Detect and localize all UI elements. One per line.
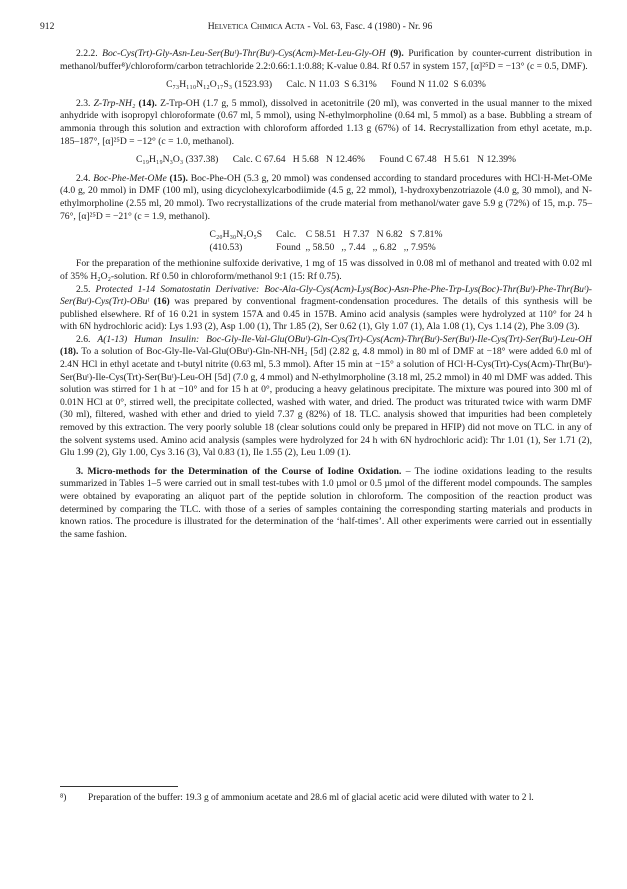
section-2-4-continued: For the preparation of the methionine sulfoxide derivative, 1 mg of 15 was dissolved in 0.08 ml of methanol and treated with 0.02 ml of 35% H₂O₂-solution. Rf 0.50 in chloroform/methanol 9:1 (15: Rf 0.75). [60, 258, 592, 282]
section-title: Boc-Phe-Met-OMe [93, 172, 167, 184]
elemental-analysis-15 [60, 229, 592, 254]
section-number: 2.5. [76, 283, 91, 295]
elemental-analysis-14: C₁₉H₁₉N₃O₃ (337.38) Calc. C 67.64 H 5.68 N 12.46% Found C 67.48 H 5.61 N 12.39% [135, 154, 517, 166]
page-number: 912 [40, 21, 55, 32]
compound-number: (14). [138, 97, 157, 109]
section-2-3 [60, 98, 592, 148]
journal-citation [40, 20, 600, 34]
section-number: 3. [76, 465, 84, 477]
compound-number: (9). [390, 48, 404, 59]
section-text: – The iodine oxidations leading to the results summarized in Tables 1–5 were carried out in small test-tubes with 1.0 µmol or 0.5 µmol of the different model compounds. The samples were obtained by evaporating an aliquot part of the peptide solution in chloroform. The composition of the reaction product was determined by comparing the TLC. with those of a series of samples containing the corresponding starting materials and products in known ratios. The procedure is illustrated for the determination of the ‘half-times’. All other experiments were carried out in essentially the same fashion. [60, 465, 592, 540]
journal-issue: - Vol. 63, Fasc. 4 (1980) - Nr. 96 [307, 21, 433, 32]
section-number: 2.3. [76, 97, 91, 109]
running-header [40, 20, 600, 34]
section-title: Protected 1-14 Somatostatin Derivative: Boc-Ala-Gly-Cys(Acm)-Lys(Boc)-Asn-Phe-Phe-Trp-Lys(Boc)-Thr(Buᵗ)-Phe-Thr(Buᵗ)-Ser(Buᵗ)-Cys(Trt)-OBuᵗ [60, 283, 592, 308]
footnote-rule [60, 786, 178, 787]
footnote-text: Preparation of the buffer: 19.3 g of ammonium acetate and 28.6 ml of glacial acetic acid were diluted with water to 2 l. [88, 793, 534, 803]
section-3 [60, 466, 592, 542]
formula-right: Calc. C 58.51 H 7.37 N 6.82 S 7.81% Found ,, 58.50 ,, 7.44 ,, 6.82 ,, 7.95% [276, 229, 443, 253]
section-number: 2.6. [76, 333, 91, 345]
formula-left: C₂₀H₃₀N₂O₅S (410.53) [209, 229, 263, 253]
section-2-6 [60, 334, 592, 460]
section-2-2-2 [60, 48, 592, 73]
section-text: Boc-Phe-OH (5.3 g, 20 mmol) was condensed according to standard procedures with HCl·H-Met-OMe (4.0 g, 20 mmol) in DMF (100 ml), using dicyclohexylcarbodiimide (4.5 g, 22 mmol), 1-hydroxybenzotriazole (4.0 g, 30 mmol), and N-ethylmorpholine (2.55 ml, 20 mmol). Two recrystallizations of the crude material from methanol/water gave 5.9 g (72%) of 15, m.p. 75–76°, [α]²⁵D = −21° (c = 1.9, methanol). [60, 172, 593, 222]
article-body [60, 48, 592, 541]
section-2-4 [60, 173, 592, 223]
section-number: 2.2.2. [76, 48, 98, 59]
section-2-5 [60, 284, 592, 334]
section-title: Micro-methods for the Determination of the Course of Iodine Oxidation. [87, 465, 402, 477]
section-text: Z-Trp-OH (1.7 g, 5 mmol), dissolved in acetonitrile (20 ml), was converted in the usual manner to the mixed anhydride with isopropyl chloroformate (0.67 ml, 5 mmol), using N-ethylmorpholine (0.64 ml, 5 mmol) as a base. Bubbling a stream of ammonia through this solution and extraction with chloroform afforded 1.13 g (67%) of 14. Recrystallization from ethyl acetate, m.p. 185–187°, [α]²⁵D = −12° (c = 1.0, methanol). [60, 97, 592, 147]
footnote [60, 792, 592, 804]
compound-number: (16) [153, 296, 170, 308]
compound-number: (18). [60, 346, 79, 358]
elemental-analysis-9: C₇₃H₁₁₀N₁₂O₁₇S₃ (1523.93) Calc. N 11.03 S 6.31% Found N 11.02 S 6.03% [166, 79, 486, 91]
section-title: A(1-13) Human Insulin: Boc-Gly-Ile-Val-Glu(OBuᵗ)-Gln-Cys(Trt)-Cys(Acm)-Thr(Buᵗ)-Ser(Buᵗ)-Ile-Cys(Trt)-Ser(Buᵗ)-Leu-OH [97, 333, 592, 345]
compound-number: (15). [169, 172, 188, 184]
journal-name: Helvetica Chimica Acta [207, 21, 305, 32]
section-title: Boc-Cys(Trt)-Gly-Asn-Leu-Ser(Buᵗ)-Thr(Buᵗ)-Cys(Acm)-Met-Leu-Gly-OH [102, 48, 386, 59]
section-text: To a solution of Boc-Gly-Ile-Val-Glu(OBuᵗ)-Gln-NH-NH₂ [5d] (2.82 g, 4.8 mmol) in 80 ml of DMF at −18° were added 6.0 ml of 2.4N HCl in ethyl acetate and t-butyl nitrite (0.63 ml, 5.3 mmol). After 15 min at −15° a solution of HCl·H-Cys(Trt)-Cys(Acm)-Thr(Buᵗ)-Ser(Buᵗ)-Ile-Cys(Trt)-Ser(Buᵗ)-Leu-OH [5d] (7.0 g, 4 mmol) and N-ethylmorpholine (3.18 ml, 25.2 mmol) in 40 ml DMF was added. This solution was stirred for 1 h at −10° and for 15 h at 0°, producing a heavy gelatinous precipitate. The mixture was poured into 300 ml of 0.01N HCl at 0°, stirred well, the precipitate collected, washed with water, and dried. The product was triturated twice with warm DMF (30 ml), filtered, washed with ether and dried to yield 7.37 g (82%) of 18. TLC. analysis showed that impurities had been completely removed by this extraction. The very poorly soluble 18 (clear solutions could only be prepared in HFIP) did not move on TLC. in any of the solvent systems used. Amino acid analysis (samples were hydrolyzed for 24 h with 6N hydrochloric acid): Thr 1.01 (1), Ser 1.71 (2), Glu 1.99 (2), Gly 1.00, Cys 3.16 (3), Val 0.83 (1), Ile 1.55 (2), Leu 1.09 (1). [60, 346, 592, 459]
section-text: was prepared by conventional fragment-condensation procedures. The details of this synthesis will be published elsewhere. Rf of 16 0.21 in system 157A and 0.45 in 157B. Amino acid analysis (samples were hydrolyzed at 110° for 24 h with 6N hydrochloric acid): Lys 1.93 (2), Asp 1.00 (1), Thr 1.85 (2), Ser 0.62 (1), Gly 1.07 (1), Ala 1.08 (1), Cys 1.14 (2), Phe 3.09 (3). [60, 296, 592, 333]
footnote-mark: ⁸) [60, 793, 67, 803]
section-number: 2.4. [76, 172, 91, 184]
section-title: Z-Trp-NH₂ [93, 97, 136, 109]
section-text: Purification by counter-current distribution in methanol/buffer⁸)/chloroform/carbon tetrachloride 2.2:0.66:1.1:0.88; K-value 0.84. Rf 0.57 in system 157, [α]²⁵D = −13° (c = 0.5, DMF). [60, 48, 593, 72]
